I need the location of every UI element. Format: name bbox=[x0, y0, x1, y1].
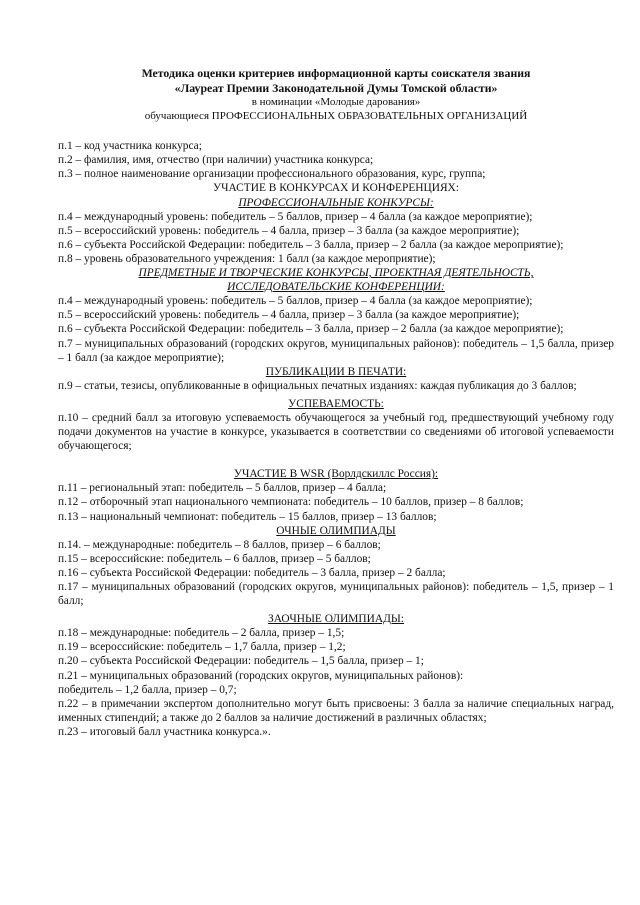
list-item: победитель – 1,2 балла, призер – 0,7; bbox=[58, 683, 237, 696]
list-item: п.3 – полное наименование организации профессионального образования, курс, группа; bbox=[58, 168, 486, 181]
list-item: п.14. – международные: победитель – 8 баллов, призер – 6 баллов; bbox=[58, 538, 381, 551]
nomination-line: в номинации «Молодые дарования» bbox=[251, 96, 421, 109]
list-item: п.4 – международный уровень: победитель – 5 баллов, призер – 4 балла (за каждое мероприятие); bbox=[58, 210, 533, 223]
section-contests bbox=[58, 181, 614, 364]
section-heading: ПУБЛИКАЦИИ В ПЕЧАТИ: bbox=[265, 365, 407, 378]
list-item: п.22 – в примечании экспертом дополнительно могут быть присвоены: 3 балла за наличие специальных наград, именных стипендий; а также до 2 баллов за наличие достижений в различных областях; bbox=[58, 697, 614, 724]
list-item: п.6 – субъекта Российской Федерации: победитель – 3 балла, призер – 2 балла (за каждое мероприятие); bbox=[58, 238, 564, 251]
list-item: п.6 – субъекта Российской Федерации: победитель – 3 балла, призер – 2 балла (за каждое мероприятие); bbox=[58, 323, 564, 336]
section-wsr bbox=[58, 467, 614, 523]
list-item: п.2 – фамилия, имя, отчество (при наличии) участника конкурса; bbox=[58, 154, 374, 167]
subsection-heading: ПРОФЕССИОНАЛЬНЫЕ КОНКУРСЫ: bbox=[238, 196, 434, 209]
document-title-line-2: «Лауреат Премии Законодательной Думы Томской области» bbox=[174, 80, 498, 95]
section-heading: УЧАСТИЕ В WSR (Ворлдскиллс Россия): bbox=[233, 468, 439, 481]
list-item: п.11 – региональный этап: победитель – 5 баллов, призер – 4 балла; bbox=[58, 482, 387, 495]
list-item: п.4 – международный уровень: победитель – 5 баллов, призер – 4 балла (за каждое мероприятие); bbox=[58, 295, 533, 308]
list-item: п.8 – уровень образовательного учреждения: 1 балл (за каждое мероприятие); bbox=[58, 252, 436, 265]
list-item: п.20 – субъекта Российской Федерации: победитель – 1,5 балла, призер – 1; bbox=[58, 655, 424, 668]
section-publications bbox=[58, 365, 614, 393]
intro-list bbox=[58, 139, 614, 181]
section-heading: ЗАОЧНЫЕ ОЛИМПИАДЫ: bbox=[268, 613, 404, 626]
list-item: п.18 – международные: победитель – 2 балла, призер – 1,5; bbox=[58, 627, 345, 640]
section-olympiads bbox=[58, 524, 614, 609]
list-item: п.19 – всероссийские: победитель – 1,7 балла, призер – 1,2; bbox=[58, 641, 346, 654]
subsection-heading: ИССЛЕДОВАТЕЛЬСКИЕ КОНФЕРЕНЦИИ: bbox=[227, 281, 445, 294]
list-item: п.15 – всероссийские: победитель – 6 баллов, призер – 5 баллов; bbox=[58, 552, 371, 565]
section-remote-olympiads bbox=[58, 608, 614, 739]
subsection-heading: ПРЕДМЕТНЫЕ И ТВОРЧЕСКИЕ КОНКУРСЫ, ПРОЕКТНАЯ ДЕЯТЕЛЬНОСТЬ, bbox=[138, 267, 534, 280]
list-item: п.7 – муниципальных образований (городских округов, муниципальных районов): победитель – 1,5 балла, призер – 1 балл (за каждое мероприятие); bbox=[58, 337, 614, 364]
list-item: п.16 – субъекта Российской Федерации: победитель – 3 балла, призер – 2 балла; bbox=[58, 566, 446, 579]
list-item: п.13 – национальный чемпионат: победитель – 15 баллов, призер – 13 баллов; bbox=[58, 510, 437, 523]
list-item: п.10 – средний балл за итоговую успеваемость обучающегося за учебный год, предшествующий учебному году подачи документов на участие в конкурсе, указывается в соответствии со сведениями об итоговой успеваемости обучающегося; bbox=[58, 411, 614, 453]
document-title-line-1: Методика оценки критериев информационной карты соискателя звания bbox=[141, 66, 531, 80]
section-progress bbox=[58, 393, 614, 453]
section-heading: УСПЕВАЕМОСТЬ: bbox=[288, 397, 384, 410]
list-item: п.17 – муниципальных образований (городских округов, муниципальных районов): победитель – 1,5, призер – 1 балл; bbox=[58, 581, 614, 608]
section-heading: УЧАСТИЕ В КОНКУРСАХ И КОНФЕРЕНЦИЯХ: bbox=[213, 182, 459, 195]
list-item: п.5 – всероссийский уровень: победитель – 4 балла, призер – 3 балла (за каждое мероприятие); bbox=[58, 309, 520, 322]
list-item: п.23 – итоговый балл участника конкурса.». bbox=[58, 725, 271, 738]
document-header bbox=[58, 66, 614, 123]
audience-line: обучающиеся ПРОФЕССИОНАЛЬНЫХ ОБРАЗОВАТЕЛЬНЫХ ОРГАНИЗАЦИЙ bbox=[144, 110, 528, 123]
list-item: п.21 – муниципальных образований (городских округов, муниципальных районов): bbox=[58, 669, 464, 682]
section-heading: ОЧНЫЕ ОЛИМПИАДЫ bbox=[276, 524, 396, 537]
list-item: п.12 – отборочный этап национального чемпионата: победитель – 10 баллов, призер – 8 баллов; bbox=[58, 496, 524, 509]
list-item: п.9 – статьи, тезисы, опубликованные в официальных печатных изданиях: каждая публикация до 3 баллов; bbox=[58, 379, 577, 392]
list-item: п.5 – всероссийский уровень: победитель – 4 балла, призер – 3 балла (за каждое мероприятие); bbox=[58, 224, 520, 237]
list-item: п.1 – код участника конкурса; bbox=[58, 140, 202, 153]
